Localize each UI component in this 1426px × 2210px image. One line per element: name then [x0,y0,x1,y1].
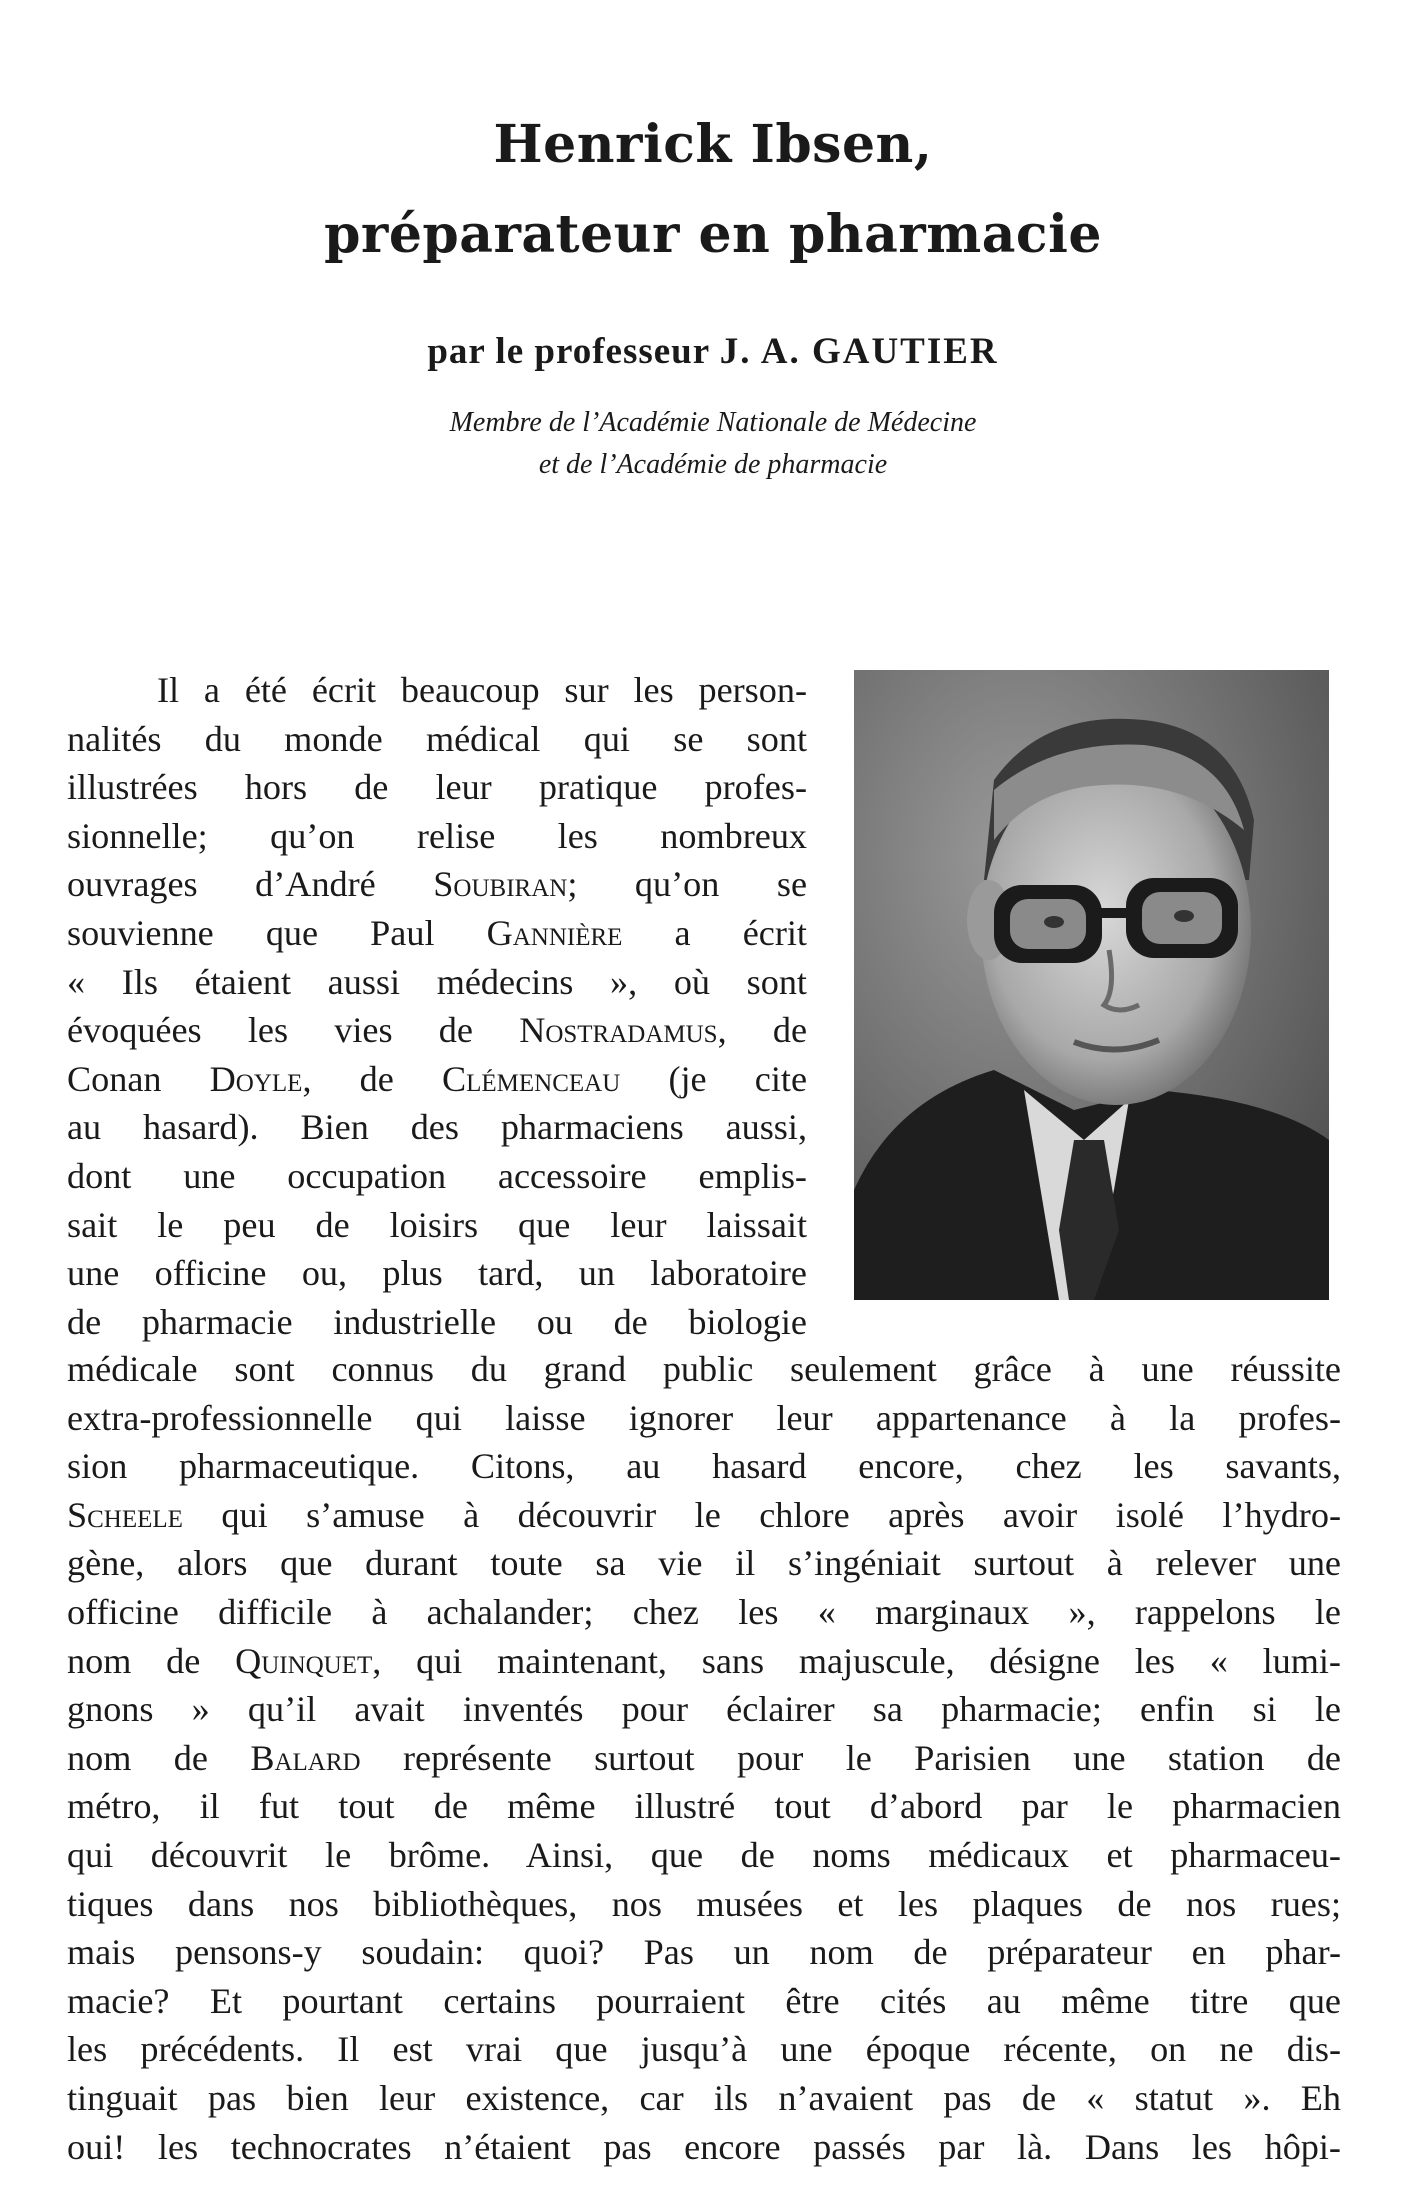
text-run: sait le peu de loisirs que leur laissait [67,1204,807,1245]
text-run: représente surtout pour le Parisien une station de [360,1737,1341,1778]
text-run: gène, alors que durant toute sa vie il s’ingéniait surtout à relever une [67,1543,1341,1584]
text-run: a écrit [622,912,807,953]
text-run: souvienne que Paul [67,912,487,953]
text-line [67,1055,807,1104]
text-line [67,1539,1341,1588]
proper-name: Quinquet [235,1640,373,1681]
text-run: évoquées les vies de [67,1010,520,1051]
text-line [67,1782,1341,1831]
text-line [67,1491,1341,1540]
text-run: qui s’amuse à découvrir le chlore après avoir isolé l’hydro- [182,1494,1341,1535]
text-run: « Ils étaient aussi médecins », où sont [67,961,807,1002]
text-line [67,1734,1341,1783]
text-line [67,1831,1341,1880]
article-title [0,100,1426,280]
text-run: une officine ou, plus tard, un laboratoire [67,1253,807,1294]
author-name: J. A. GAUTIER [719,331,999,372]
text-run: qui découvrit le brôme. Ainsi, que de noms médicaux et pharmaceu- [67,1834,1341,1875]
text-run: oui! les technocrates n’étaient pas encore passés par là. Dans les hôpi- [67,2126,1341,2167]
title-line-1: Henrick Ibsen, [493,114,933,175]
text-run: Il a été écrit beaucoup sur les person- [157,670,807,710]
author-portrait-photo [854,670,1329,1300]
author-byline [0,330,1426,374]
text-line [67,1685,1341,1734]
affiliation-line-1: Membre de l’Académie Nationale de Médecine [449,407,977,438]
text-column-beside-photo [67,666,807,1346]
proper-name: Balard [250,1737,361,1778]
text-run: ; qu’on se [567,864,807,905]
text-line [67,1152,807,1201]
text-line [67,1637,1341,1686]
proper-name: Clémenceau [441,1058,621,1099]
proper-name: Soubiran [433,864,568,905]
text-line [67,2123,1341,2172]
text-line [67,1103,807,1152]
text-line [67,1977,1341,2026]
text-run: gnons » qu’il avait inventés pour éclairer sa pharmacie; enfin si le [67,1689,1341,1730]
text-line [67,715,807,764]
text-run: nom de [67,1640,236,1681]
text-run: mais pensons-y soudain: quoi? Pas un nom de préparateur en phar- [67,1932,1341,1973]
proper-name: Scheele [67,1494,183,1535]
text-line [67,909,807,958]
text-run: extra-professionnelle qui laisse ignorer leur appartenance à la profes- [67,1397,1341,1438]
affiliation-line-2: et de l’Académie de pharmacie [538,449,888,480]
text-run: sion pharmaceutique. Citons, au hasard encore, chez les savants, [67,1446,1341,1487]
text-run: sionnelle; qu’on relise les nombreux [67,815,807,856]
text-line [67,1394,1341,1443]
text-run: au hasard). Bien des pharmaciens aussi, [67,1107,807,1148]
proper-name: Gannière [486,912,623,953]
author-affiliation [0,402,1426,486]
text-full-width [67,1345,1341,2171]
text-run: macie? Et pourtant certains pourraient être cités au même titre que [67,1980,1341,2021]
text-run: , de [717,1010,808,1051]
text-line [67,1928,1341,1977]
text-line [67,1201,807,1250]
text-line [67,1249,807,1298]
portrait-illustration [854,670,1329,1300]
text-line [67,1345,1341,1394]
text-run: nalités du monde médical qui se sont [67,718,807,759]
text-run: , de [302,1058,442,1099]
text-run: tinguait pas bien leur existence, car ils n’avaient pas de « statut ». Eh [67,2077,1341,2118]
byline-prefix: par le professeur [427,331,710,372]
text-run: dont une occupation accessoire emplis- [67,1155,807,1196]
text-run: ouvrages d’André [67,864,434,905]
text-run: tiques dans nos bibliothèques, nos musées et les plaques de nos rues; [67,1883,1341,1924]
text-run: médicale sont connus du grand public seulement grâce à une réussite [67,1349,1341,1389]
proper-name: Doyle [209,1058,303,1099]
text-line [67,2074,1341,2123]
title-line-2: préparateur en pharmacie [324,204,1102,265]
text-run: les précédents. Il est vrai que jusqu’à une époque récente, on ne dis- [67,2029,1341,2070]
text-run: métro, il fut tout de même illustré tout d’abord par le pharmacien [67,1786,1341,1827]
text-line [67,666,807,715]
text-run: illustrées hors de leur pratique profes- [67,767,807,808]
text-line [67,1880,1341,1929]
text-run: Conan [67,1058,210,1099]
text-line [67,958,807,1007]
text-line [67,1588,1341,1637]
text-line [67,2025,1341,2074]
text-run: de pharmacie industrielle ou de biologie [67,1301,807,1342]
text-run: nom de [67,1737,251,1778]
proper-name: Nostradamus [519,1010,718,1051]
text-line [67,860,807,909]
text-run: officine difficile à achalander; chez les « marginaux », rappelons le [67,1591,1341,1632]
text-line [67,763,807,812]
text-line [67,812,807,861]
text-line [67,1442,1341,1491]
text-run: , qui maintenant, sans majuscule, désigne les « lumi- [372,1640,1341,1681]
text-line [67,1006,807,1055]
text-line [67,1298,807,1347]
text-run: (je cite [620,1058,808,1099]
